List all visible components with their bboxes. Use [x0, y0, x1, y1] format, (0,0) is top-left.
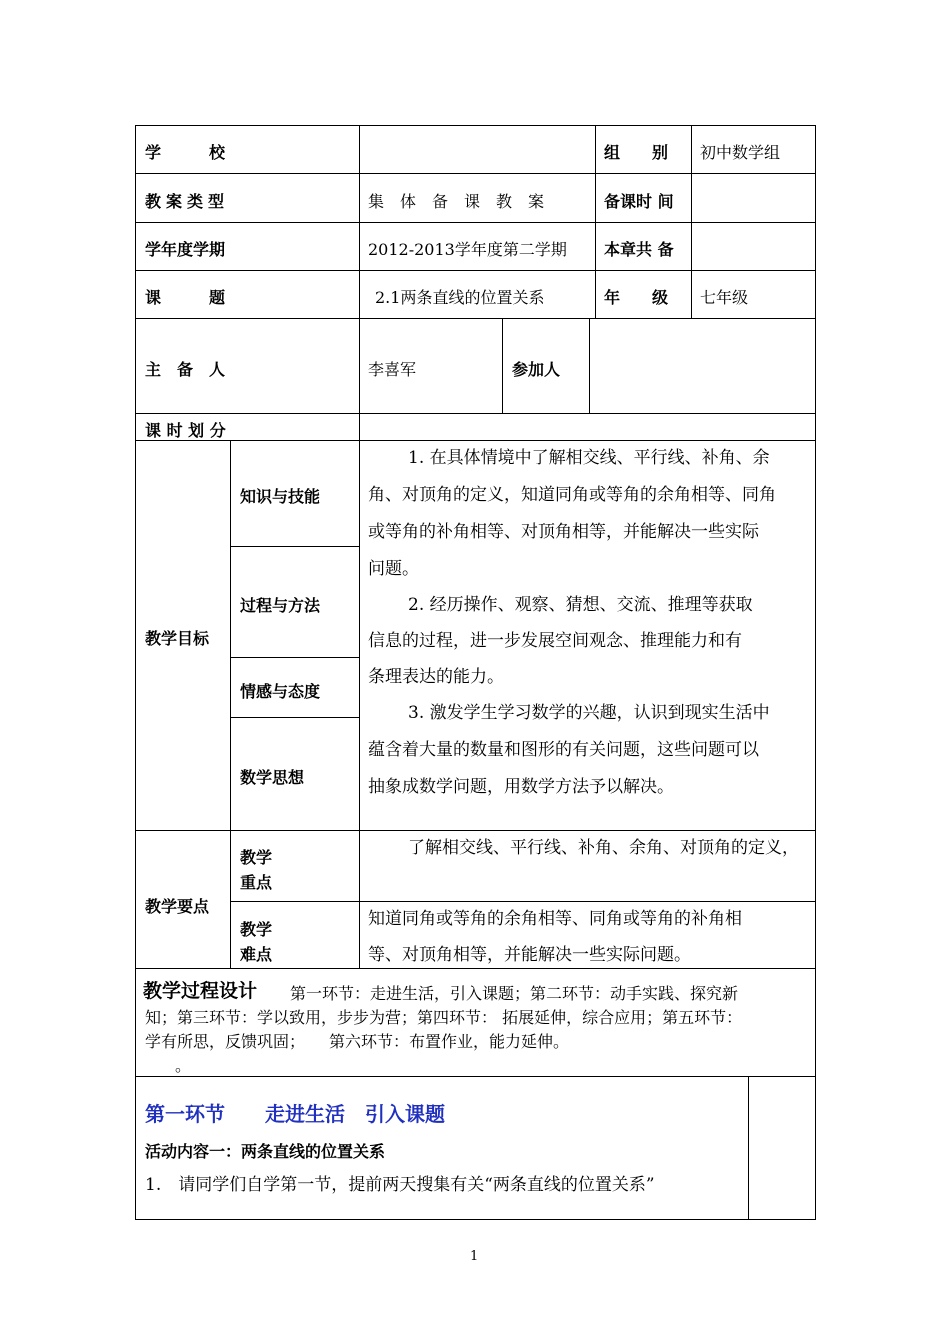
chapter-label: 本章共 备	[604, 240, 674, 259]
section1-activity: 活动内容一：两条直线的位置关系	[145, 1142, 386, 1161]
process-line: 知；第三环节：学以致用，步步为营；第四环节： 拓展延伸，综合应用；第五环节：	[145, 1008, 743, 1027]
goal-process-label: 过程与方法	[240, 596, 321, 615]
topic-value: 2.1两条直线的位置关系	[375, 288, 545, 307]
difficulty-label-1: 教学	[240, 920, 273, 939]
keypoints-label: 教学要点	[145, 897, 210, 916]
focus-label-2: 重点	[240, 873, 273, 892]
focus-label-1: 教学	[240, 848, 273, 867]
goals-text-line: 抽象成数学问题，用数学方法予以解决。	[368, 777, 674, 797]
goals-text-line: 角、对顶角的定义，知道同角或等角的余角相等、同角	[368, 485, 776, 505]
participants-label: 参加人	[512, 360, 561, 379]
goals-text-line: 蕴含着大量的数量和图形的有关问题，这些问题可以	[368, 740, 759, 760]
goal-attitude-label: 情感与态度	[240, 682, 321, 701]
goals-text-line: 或等角的补角相等、对顶角相等，并能解决一些实际	[368, 522, 759, 542]
preparer-value: 李喜军	[368, 360, 417, 379]
topic-label: 课 题	[145, 288, 226, 307]
process-line: 第一环节：走进生活，引入课题；第二环节：动手实践、探究新	[290, 984, 739, 1003]
section1-item: 1. 请同学们自学第一节，提前两天搜集有关“两条直线的位置关系”	[145, 1175, 655, 1195]
page-number: 1	[470, 1249, 479, 1264]
goals-text-line: 条理表达的能力。	[368, 667, 504, 687]
group-value: 初中数学组	[700, 143, 781, 162]
goals-text-line: 问题。	[368, 559, 419, 579]
goals-text-line: 3. 激发学生学习数学的兴趣，认识到现实生活中	[408, 703, 770, 723]
prep-time-label: 备课时 间	[604, 192, 674, 211]
plan-type-value: 集 体 备 课 教 案	[368, 192, 545, 211]
grade-label: 年 级	[604, 288, 669, 307]
process-line: 学有所思，反馈巩固； 第六环节：布置作业，能力延伸。	[145, 1032, 570, 1051]
goal-thinking-label: 数学思想	[240, 768, 305, 787]
goals-text-line: 信息的过程，进一步发展空间观念、推理能力和有	[368, 631, 742, 651]
preparer-label: 主 备 人	[145, 360, 226, 379]
process-line: 。	[175, 1056, 192, 1075]
process-title: 教学过程设计	[143, 980, 258, 1002]
difficulty-label-2: 难点	[240, 945, 273, 964]
period-label: 课 时 划 分	[145, 421, 226, 440]
term-label: 学年度学期	[145, 240, 226, 259]
goals-text-line: 2. 经历操作、观察、猜想、交流、推理等获取	[408, 595, 753, 615]
goals-label: 教学目标	[145, 629, 210, 648]
goals-text-line: 1. 在具体情境中了解相交线、平行线、补角、余	[408, 448, 770, 468]
focus-text: 了解相交线、平行线、补角、余角、对顶角的定义，	[408, 838, 799, 858]
difficulty-text-line: 知道同角或等角的余角相等、同角或等角的补角相	[368, 909, 742, 929]
term-value: 2012-2013学年度第二学期	[368, 240, 567, 259]
goal-knowledge-label: 知识与技能	[240, 487, 321, 506]
school-label: 学 校	[145, 143, 226, 162]
group-label: 组 别	[604, 143, 669, 162]
plan-type-label: 教案类型	[145, 192, 230, 211]
difficulty-text-line: 等、对顶角相等，并能解决一些实际问题。	[368, 945, 691, 965]
section1-heading: 第一环节 走进生活 引入课题	[145, 1102, 445, 1126]
grade-value: 七年级	[700, 288, 749, 307]
